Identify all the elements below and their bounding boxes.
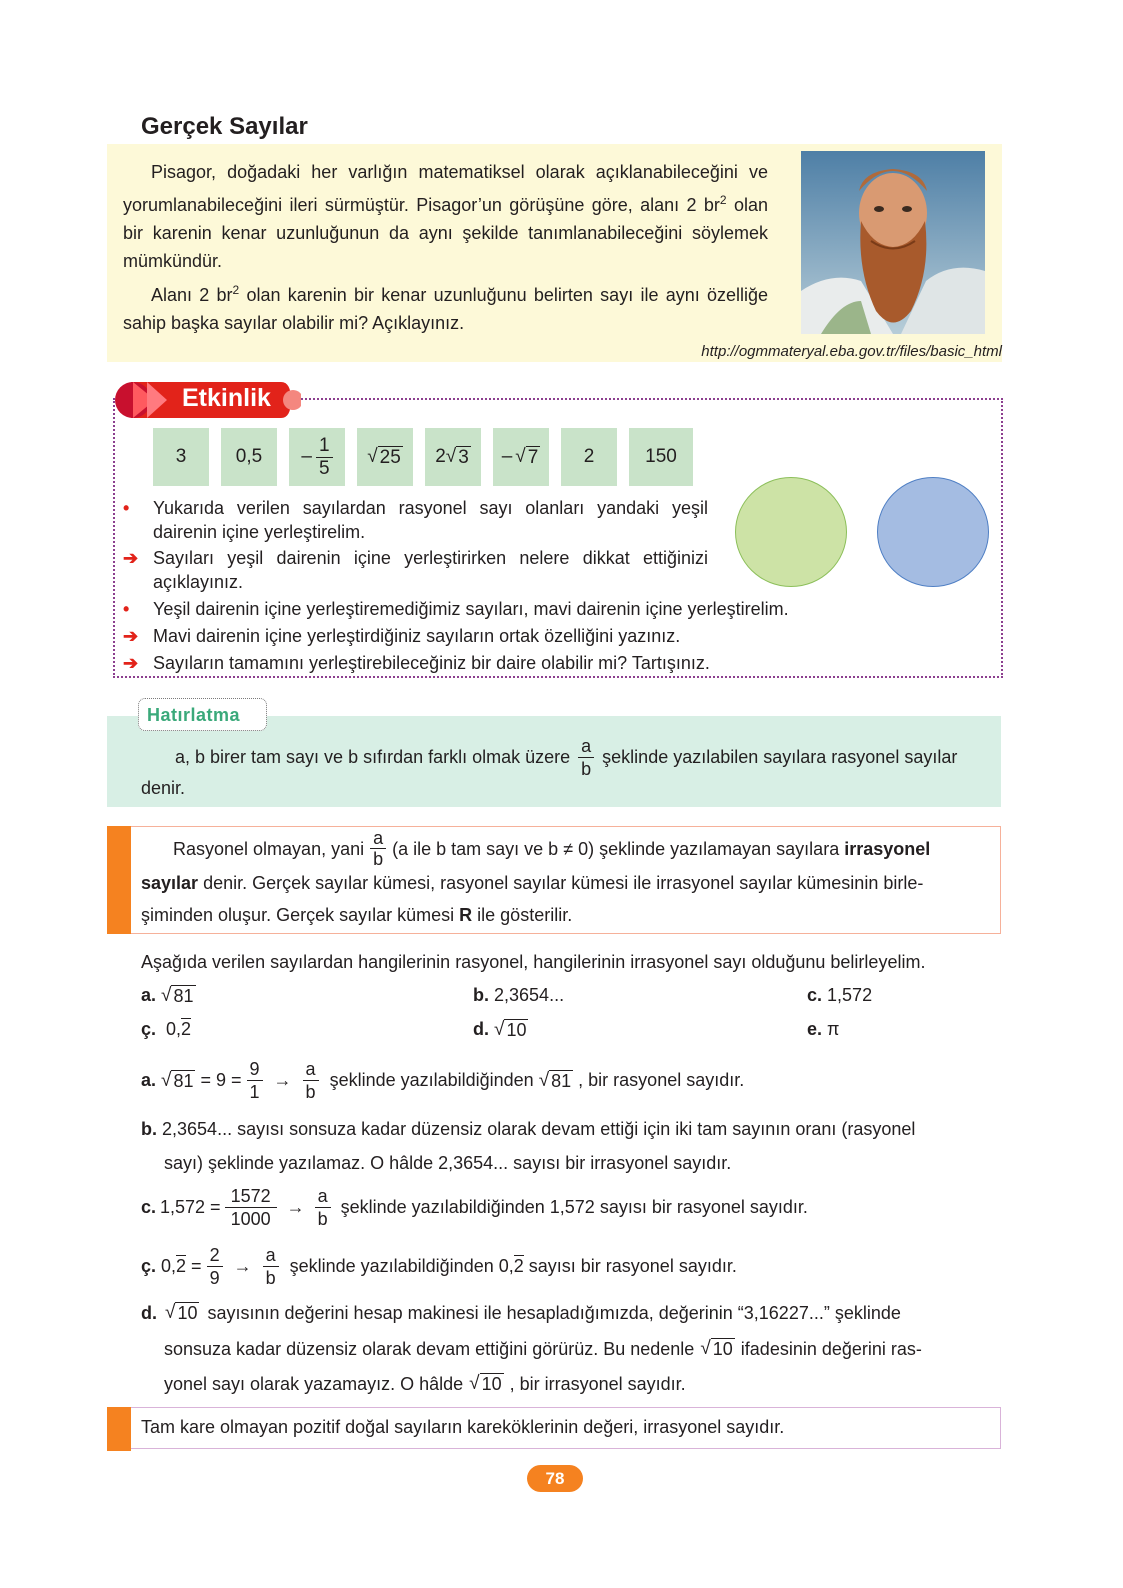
- arrow-icon: ➔: [123, 548, 139, 568]
- square-root: √ 3: [445, 445, 469, 468]
- item-label: d.: [473, 1019, 489, 1039]
- bullet-text: Mavi dairenin içine yerleştirdiğiniz sayıların ortak özelliğini yazınız.: [153, 626, 681, 646]
- item-value: 1,572: [827, 985, 873, 1005]
- equation-text: =: [191, 1256, 202, 1276]
- solution-cc: [141, 1244, 737, 1289]
- radicand: 3: [458, 446, 469, 468]
- fraction: [303, 1058, 319, 1103]
- bullet-dot-icon: •: [123, 498, 130, 518]
- radicand: 81: [551, 1070, 572, 1091]
- number-box: [493, 428, 549, 486]
- solution-b-line-2: sayı) şeklinde yazılamaz. O hâlde 2,3654... sayısı bir irrasyonel sayıdır.: [164, 1153, 732, 1173]
- solution-d-line-1: [141, 1302, 901, 1324]
- solution-text: yonel sayı olarak yazamayız. O hâlde: [164, 1373, 464, 1394]
- denominator: b: [373, 849, 384, 869]
- definition-text: Rasyonel olmayan, yani: [173, 838, 365, 859]
- numerator: a: [303, 1058, 319, 1081]
- superscript: 2: [232, 283, 240, 297]
- solution-text: sonsuza kadar düzensiz olarak devam ettiğini görürüz. Bu nedenle: [164, 1338, 695, 1359]
- numerator: a: [578, 735, 594, 758]
- minus-sign: –: [301, 446, 312, 467]
- solution-b-line-1: [141, 1119, 915, 1140]
- number-box: [629, 428, 693, 486]
- fraction: [263, 1244, 279, 1289]
- equation-text: = 9 =: [200, 1070, 242, 1090]
- radicand: 10: [506, 1020, 527, 1040]
- definition-text: şiminden oluşur. Gerçek sayılar kümesi: [141, 905, 455, 925]
- denominator: 9: [209, 1268, 220, 1288]
- reminder-label: Hatırlatma: [147, 705, 241, 725]
- intro-text: Pisagor, doğadaki her varlığın matematiksel olarak açıklanabileceğini ve yorumlanabileceğini ileri sürmüştür. Pisagor’un görüşüne göre, alanı 2 br: [123, 162, 768, 215]
- intro-text: Alanı 2 br: [151, 285, 233, 305]
- item-label: a.: [141, 985, 157, 1005]
- numerator: a: [370, 828, 386, 849]
- numerator: 2: [207, 1244, 223, 1267]
- denominator: b: [581, 759, 592, 779]
- accent-bar: [107, 1407, 131, 1451]
- question-intro: Aşağıda verilen sayılardan hangilerinin rasyonel, hangilerinin irrasyonel sayı olduğunu belirleyelim.: [141, 952, 926, 972]
- item-label: ç.: [141, 1019, 157, 1039]
- definition-line-1: [173, 828, 930, 869]
- denominator: 5: [319, 457, 330, 479]
- bullet-text: Yukarıda verilen sayılardan rasyonel sayı olanları yandaki yeşil dairenin içine yerleştirelim.: [153, 498, 708, 542]
- item-label: e.: [807, 1019, 823, 1039]
- accent-bar: [107, 826, 131, 934]
- square-root: √ 10: [494, 1019, 527, 1040]
- green-circle: [735, 477, 847, 587]
- fraction: [578, 735, 594, 780]
- fraction: [315, 1185, 331, 1230]
- numerator: 9: [247, 1058, 263, 1081]
- repeating-digit: 2: [176, 1256, 187, 1276]
- square-root: √ 10: [165, 1302, 198, 1323]
- item-label: b.: [473, 985, 489, 1005]
- number-box: [289, 428, 345, 486]
- item-d: [473, 1019, 528, 1041]
- solution-text: , bir irrasyonel sayıdır.: [509, 1373, 686, 1394]
- item-value: π: [827, 1019, 840, 1039]
- number-box: [357, 428, 413, 486]
- square-root: √ 7: [515, 445, 539, 468]
- item-value: 0,: [166, 1019, 182, 1039]
- page-number: 78: [527, 1465, 583, 1492]
- reminder-line-1: [175, 735, 957, 780]
- number-value: 0,5: [235, 446, 263, 467]
- item-c: [807, 985, 872, 1006]
- denominator: b: [317, 1209, 328, 1229]
- arrow-icon: →: [273, 1070, 292, 1090]
- solution-text: şeklinde yazılabildiğinden 1,572 sayısı bir rasyonel sayıdır.: [340, 1197, 808, 1217]
- item-label: c.: [807, 985, 823, 1005]
- bullet-text: Yeşil dairenin içine yerleştiremediğimiz sayıları, mavi dairenin içine yerleştirelim.: [153, 599, 789, 619]
- coefficient: 2: [435, 446, 446, 467]
- page-title: Gerçek Sayılar: [141, 113, 308, 140]
- number-box: [561, 428, 617, 486]
- square-root: √ 10: [469, 1373, 502, 1394]
- item-b: [473, 985, 564, 1006]
- radicand: 10: [481, 1374, 502, 1394]
- bullet-text: Sayıları yeşil dairenin içine yerleştirirken nelere dikkat ettiğinizi açıklayınız.: [153, 548, 708, 592]
- radicand: 81: [173, 986, 194, 1006]
- solution-text: 2,3654... sayısı sonsuza kadar düzensiz olarak devam ettiği için iki tam sayının oranı (rasyonel: [162, 1119, 916, 1139]
- arrow-icon: ➔: [123, 626, 139, 646]
- denominator: 1000: [230, 1209, 271, 1229]
- bold-term: sayılar: [141, 873, 199, 893]
- item-cc: [141, 1019, 191, 1040]
- item-a: [141, 985, 196, 1007]
- activity-bullet: [123, 546, 723, 594]
- fraction: [207, 1244, 223, 1289]
- activity-bullet: [123, 496, 723, 544]
- fraction: [247, 1058, 263, 1103]
- number-box: [425, 428, 481, 486]
- number-value: 2: [583, 446, 595, 467]
- equation-text: 0,: [161, 1256, 177, 1276]
- intro-text: olan karenin bir kenar uzunluğunu belirten sayı ile aynı özelliğe sahip başka sayılar olabilir mi? Açıklayınız.: [123, 285, 769, 333]
- fraction: [225, 1185, 277, 1230]
- square-root: √ 81: [538, 1069, 572, 1091]
- equation-text: 1,572 =: [160, 1197, 221, 1217]
- numerator: a: [263, 1244, 279, 1267]
- bold-term: R: [459, 905, 473, 925]
- definition-line-3: [141, 898, 572, 932]
- solution-a: [141, 1058, 744, 1103]
- solution-d-line-2: [164, 1338, 922, 1360]
- radicand: 10: [712, 1339, 733, 1359]
- number-box: [221, 428, 277, 486]
- solution-text: sayısı bir rasyonel sayıdır.: [528, 1256, 737, 1276]
- definition-text: (a ile b tam sayı ve b ≠ 0) şeklinde yazılamayan sayılara: [392, 838, 840, 859]
- number-value: 150: [645, 446, 677, 467]
- note-text: Tam kare olmayan pozitif doğal sayıların kareköklerinin değeri, irrasyonel sayıdır.: [141, 1417, 785, 1437]
- solution-text: , bir rasyonel sayıdır.: [578, 1070, 745, 1090]
- definition-text: ile gösterilir.: [477, 905, 573, 925]
- numerator: 1572: [225, 1185, 277, 1208]
- intro-text: olan bir karenin kenar uzunluğunun da aynı şekilde tanımlanabileceğini söylemek mümkündür.: [123, 195, 768, 271]
- equation-text: 0,: [498, 1256, 514, 1276]
- fraction: [370, 828, 386, 869]
- square-root: √ 25: [367, 445, 401, 468]
- item-e: [807, 1019, 839, 1040]
- radicand: 81: [173, 1070, 194, 1091]
- superscript: 2: [719, 193, 727, 207]
- item-label: b.: [141, 1119, 157, 1139]
- numerator: 1: [316, 435, 333, 458]
- activity-bullet: [123, 651, 710, 675]
- solution-d-line-3: [164, 1373, 686, 1395]
- repeating-digit: 2: [513, 1256, 524, 1276]
- activity-bullet: [123, 624, 680, 648]
- arrow-icon: ➔: [123, 653, 139, 673]
- radicand: 7: [527, 446, 539, 468]
- denominator: b: [265, 1268, 276, 1288]
- intro-paragraph-1: [123, 158, 768, 275]
- reminder-text: şeklinde yazılabilen sayılara rasyonel sayılar: [602, 747, 958, 767]
- solution-text: şeklinde yazılabildiğinden: [329, 1070, 534, 1090]
- solution-text: sayısının değerini hesap makinesi ile hesapladığımızda, değerinin “3,16227...” şeklinde: [207, 1302, 901, 1323]
- bold-term: irrasyonel: [844, 838, 931, 859]
- definition-line-2: [141, 866, 989, 900]
- denominator: 1: [249, 1082, 260, 1102]
- square-root: √ 81: [161, 1069, 194, 1091]
- item-label: ç.: [141, 1256, 157, 1276]
- pythagoras-portrait: [801, 151, 985, 334]
- number-value: 3: [175, 446, 187, 467]
- minus-sign: –: [501, 446, 513, 467]
- item-label: c.: [141, 1197, 157, 1217]
- activity-bullet: [123, 597, 789, 621]
- number-box: [153, 428, 209, 486]
- radicand: 10: [177, 1303, 198, 1323]
- item-value: 2,3654...: [494, 985, 565, 1005]
- denominator: b: [305, 1082, 316, 1102]
- repeating-digit: 2: [181, 1019, 192, 1039]
- arrow-icon: →: [233, 1256, 252, 1276]
- solution-text: şeklinde yazılabildiğinden: [289, 1256, 494, 1276]
- reminder-line-2: denir.: [141, 778, 186, 798]
- bullet-text: Sayıların tamamını yerleştirebileceğiniz bir daire olabilir mi? Tartışınız.: [153, 653, 710, 673]
- item-label: d.: [141, 1302, 157, 1323]
- square-root: √ 10: [700, 1338, 733, 1359]
- source-url: http://ogmmateryal.eba.gov.tr/files/basic_html: [701, 343, 1002, 360]
- radicand: 25: [379, 446, 401, 468]
- numerator: a: [315, 1185, 331, 1208]
- definition-text: denir. Gerçek sayılar kümesi, rasyonel sayılar kümesi ile irrasyonel sayılar kümesinin birle-: [203, 873, 924, 893]
- arrow-icon: →: [286, 1197, 305, 1217]
- bullet-dot-icon: •: [123, 599, 130, 619]
- fraction: [316, 435, 333, 480]
- blue-circle: [877, 477, 989, 587]
- intro-paragraph-2: [123, 276, 768, 337]
- reminder-text: a, b birer tam sayı ve b sıfırdan farklı olmak üzere: [175, 747, 571, 767]
- square-root: √ 81: [161, 985, 194, 1006]
- activity-label: Etkinlik: [182, 384, 271, 412]
- item-label: a.: [141, 1070, 157, 1090]
- solution-text: ifadesinin değerini ras-: [740, 1338, 922, 1359]
- solution-c: [141, 1185, 808, 1230]
